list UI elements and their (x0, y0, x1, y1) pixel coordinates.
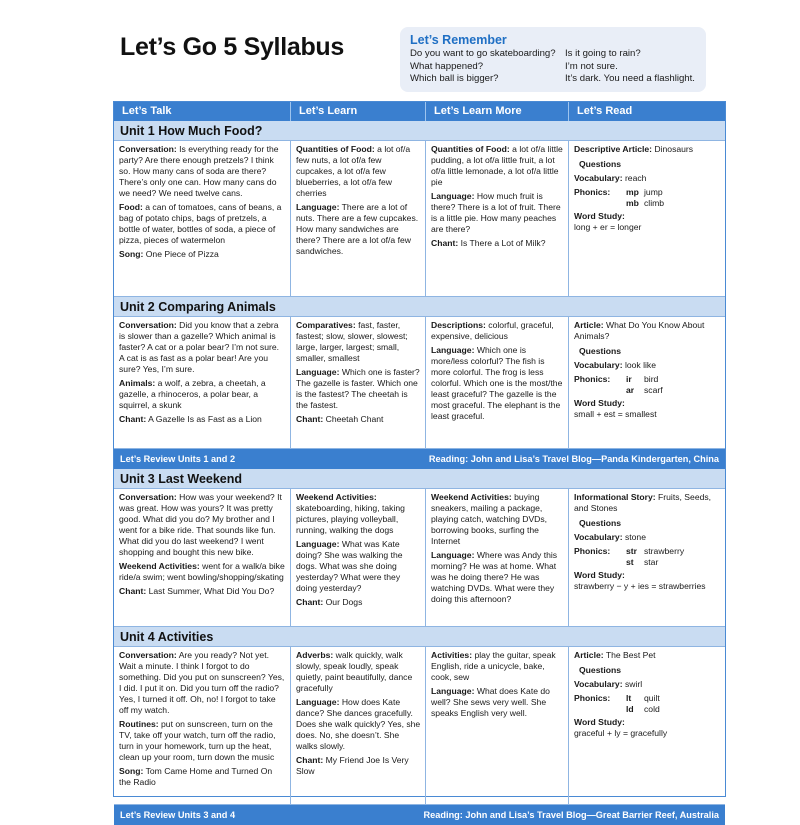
questions-label: Questions (579, 665, 622, 675)
read-text: Dinosaurs (652, 144, 694, 154)
word-study-text: strawberry − y + ies = strawberries (574, 581, 706, 591)
lets-read-cell (569, 647, 725, 804)
content-paragraph (431, 650, 564, 683)
content-label: Chant: (119, 586, 147, 596)
content-label: Weekend Activities: (296, 492, 377, 502)
content-text: a can of tomatoes, cans of beans, a bag of potato chips, bags of pretzels, a bottle of water, bottles of soda, a piece of pizza, pieces of watermelon (119, 202, 282, 245)
content-label: Quantities of Food: (431, 144, 510, 154)
content-text: Is There a Lot of Milk? (458, 238, 546, 248)
content-text: play the guitar, speak English, ride a unicycle, bake, cook, sew (431, 650, 556, 682)
content-text: walk quickly, walk slowly, speak loudly, speak quietly, paint beautifully, dance gracefully (296, 650, 413, 693)
read-text: The Best Pet (603, 650, 656, 660)
content-label: Comparatives: (296, 320, 356, 330)
lets-learn-more-cell (426, 141, 569, 296)
content-paragraph (296, 492, 421, 536)
phonics-block (574, 693, 721, 715)
content-label: Chant: (296, 755, 324, 765)
content-paragraph (119, 766, 286, 788)
content-text: My Friend Joe Is Very Slow (296, 755, 409, 776)
word-study-label: Word Study: (574, 717, 625, 727)
remember-left-column (410, 48, 565, 86)
content-label: Language: (431, 191, 475, 201)
word-study-label: Word Study: (574, 398, 625, 408)
unit-title-row: Unit 1 How Much Food? (114, 121, 725, 141)
content-paragraph (119, 586, 286, 597)
vocabulary-label: Vocabulary: (574, 173, 623, 183)
content-paragraph (119, 719, 286, 763)
phonics-patterns (626, 187, 644, 209)
vocabulary-label: Vocabulary: (574, 679, 623, 689)
review-reading-label: Reading: John and Lisa’s Travel Blog—Panda Kindergarten, China (428, 454, 719, 464)
content-text: There are a lot of nuts. There are a few cupcakes. How many sandwiches are there? There are a lot of/a few sandwiches. (296, 202, 419, 256)
content-text: buying sneakers, mailing a package, playing catch, watching DVDs, borrowing books, surfing the Internet (431, 492, 548, 546)
content-paragraph (119, 561, 286, 583)
vocabulary-label: Vocabulary: (574, 360, 623, 370)
vocabulary-text: look like (622, 360, 656, 370)
content-label: Conversation: (119, 144, 177, 154)
lets-read-cell (569, 489, 725, 626)
phonics-pattern: st (626, 557, 634, 567)
review-row (114, 449, 725, 469)
phonics-patterns (626, 546, 644, 568)
lets-talk-cell (114, 647, 291, 804)
content-label: Chant: (296, 597, 324, 607)
content-paragraph (296, 144, 421, 199)
content-label: Language: (296, 539, 340, 549)
remember-line: It’s dark. You need a flashlight. (565, 73, 695, 84)
phonics-word: scarf (644, 385, 663, 395)
content-paragraph (119, 414, 286, 425)
content-label: Song: (119, 766, 144, 776)
review-reading-label: Reading: John and Lisa’s Travel Blog—Great Barrier Reef, Australia (423, 810, 719, 820)
phonics-block (574, 374, 721, 396)
content-text: What does Kate do well? She sews very well. She speaks English very well. (431, 686, 550, 718)
content-text: Our Dogs (323, 597, 363, 607)
content-text: Cheetah Chant (323, 414, 384, 424)
phonics-pattern: ar (626, 385, 635, 395)
questions-label: Questions (579, 159, 622, 169)
content-text: a lot of/a little pudding, a lot of/a little fruit, a lot of/a little lemonade, a lot of/a little pie (431, 144, 563, 187)
content-label: Language: (431, 345, 475, 355)
content-paragraph (431, 238, 564, 249)
phonics-label: Phonics: (574, 374, 611, 384)
units-body (114, 121, 725, 825)
content-label: Language: (296, 202, 340, 212)
content-label: Animals: (119, 378, 156, 388)
content-paragraph (296, 697, 421, 752)
word-study-label: Word Study: (574, 211, 625, 221)
content-label: Routines: (119, 719, 159, 729)
unit-title-row: Unit 4 Activities (114, 627, 725, 647)
content-paragraph (119, 492, 286, 558)
lets-talk-cell (114, 489, 291, 626)
content-text: Last Summer, What Did You Do? (146, 586, 275, 596)
phonics-label: Phonics: (574, 693, 611, 703)
content-label: Weekend Activities: (119, 561, 200, 571)
content-label: Weekend Activities: (431, 492, 512, 502)
content-label: Song: (119, 249, 144, 259)
content-text: A Gazelle Is as Fast as a Lion (146, 414, 262, 424)
phonics-word: bird (644, 374, 659, 384)
phonics-label: Phonics: (574, 546, 611, 556)
content-paragraph (119, 202, 286, 246)
phonics-patterns (626, 693, 644, 715)
read-label: Article: (574, 650, 604, 660)
content-paragraph (296, 650, 421, 694)
phonics-pattern: ld (626, 704, 634, 714)
header-lets-read: Let’s Read (577, 105, 633, 117)
remember-line: Is it going to rain? (565, 48, 641, 59)
phonics-word: jump (644, 187, 663, 197)
lets-talk-cell (114, 317, 291, 448)
vocabulary-line (574, 532, 721, 543)
content-paragraph (296, 414, 421, 425)
phonics-pattern: ir (626, 374, 632, 384)
content-paragraph (296, 755, 421, 777)
content-paragraph (296, 597, 421, 608)
review-units-label: Let’s Review Units 1 and 2 (120, 454, 236, 464)
remember-line: I’m not sure. (565, 60, 618, 72)
content-paragraph (296, 320, 421, 364)
content-label: Quantities of Food: (296, 144, 375, 154)
table-header-row (114, 102, 725, 121)
phonics-word: cold (644, 704, 660, 714)
unit-content-row (114, 647, 725, 805)
phonics-word: quilt (644, 693, 660, 703)
content-text: Did you know that a zebra is slower than a gazelle? Which animal is faster? A cat or a polar bear? I’m not sure. A cat is as fast as a polar bear! Are you sure? Yes, I’m sure. (119, 320, 280, 374)
vocabulary-text: swirl (622, 679, 643, 689)
word-study-text: small + est = smallest (574, 409, 657, 419)
content-paragraph (119, 650, 286, 716)
phonics-label: Phonics: (574, 187, 611, 197)
remember-line: Do you want to go skateboarding? (410, 48, 556, 59)
content-paragraph (119, 378, 286, 411)
read-text: What Do You Know About Animals? (574, 320, 705, 341)
content-paragraph (431, 492, 564, 547)
phonics-pattern: lt (626, 693, 632, 703)
read-title (574, 144, 721, 155)
remember-line: Which ball is bigger? (410, 73, 499, 84)
lets-learn-more-cell (426, 489, 569, 626)
lets-learn-cell (291, 317, 426, 448)
read-label: Informational Story: (574, 492, 656, 502)
content-text: a wolf, a zebra, a cheetah, a gazelle, a rhinoceros, a polar bear, a squirrel, a skunk (119, 378, 266, 410)
content-text: a lot of/a few nuts, a lot of/a few cupcakes, a lot of/a few blueberries, a lot of/a few cherries (296, 144, 411, 198)
lets-read-cell (569, 141, 725, 296)
read-title (574, 650, 721, 661)
content-text: How does Kate dance? She dances gracefully. Does she walk quickly? Yes, she does. No, she doesn’t. She walks slowly. (296, 697, 421, 751)
phonics-block (574, 546, 721, 568)
content-text: fast, faster, fastest; slow, slower, slowest; large, larger, largest; small, smaller, smallest (296, 320, 408, 363)
lets-remember-box (400, 27, 706, 92)
content-label: Conversation: (119, 492, 177, 502)
syllabus-table (113, 101, 726, 820)
content-label: Language: (296, 697, 340, 707)
content-text: Which one is faster? The gazelle is faster. Which one is the fastest? The cheetah is the fastest. (296, 367, 420, 410)
lets-remember-title: Let’s Remember (410, 33, 507, 47)
content-paragraph (119, 320, 286, 375)
questions-label: Questions (579, 518, 622, 528)
content-label: Descriptions: (431, 320, 486, 330)
lets-talk-cell (114, 141, 291, 296)
phonics-pattern: str (626, 546, 637, 556)
lets-learn-more-cell (426, 647, 569, 804)
read-text: Fruits, Seeds, and Stones (574, 492, 712, 513)
content-label: Conversation: (119, 320, 177, 330)
content-paragraph (431, 345, 564, 422)
content-text: Are you ready? Not yet. Wait a minute. I think I forgot to do something. Did you put on sunscreen? Yes, I did. I put it on. Did you turn off the radio? Yes, I turned it off. Oh, no! I forgot to take off my watch. (119, 650, 285, 715)
content-label: Language: (431, 550, 475, 560)
read-label: Article: (574, 320, 604, 330)
vocabulary-line (574, 679, 721, 690)
content-label: Food: (119, 202, 143, 212)
phonics-patterns (626, 374, 644, 396)
content-paragraph (431, 550, 564, 605)
content-label: Chant: (296, 414, 324, 424)
unit-content-row (114, 141, 725, 297)
content-text: One Piece of Pizza (143, 249, 219, 259)
content-text: went for a walk/a bike ride/a swim; went bowling/shopping/skating (119, 561, 285, 582)
phonics-word: strawberry (644, 546, 685, 556)
phonics-block (574, 187, 721, 209)
review-row (114, 805, 725, 825)
remember-right-column (565, 48, 696, 86)
content-text: What was Kate doing? She was walking the dogs. What was she doing yesterday? What were they doing yesterday? (296, 539, 403, 593)
content-label: Chant: (431, 238, 459, 248)
content-paragraph (431, 686, 564, 719)
header-lets-talk: Let’s Talk (114, 102, 291, 121)
phonics-words (644, 693, 660, 715)
header-lets-learn: Let’s Learn (291, 102, 426, 121)
vocabulary-text: stone (622, 532, 646, 542)
unit-title-row: Unit 2 Comparing Animals (114, 297, 725, 317)
content-label: Conversation: (119, 650, 177, 660)
unit-content-row (114, 317, 725, 449)
content-label: Activities: (431, 650, 473, 660)
header-lets-learn-more: Let’s Learn More (426, 102, 569, 121)
vocabulary-text: reach (622, 173, 647, 183)
content-paragraph (431, 144, 564, 188)
phonics-word: climb (644, 198, 665, 208)
content-label: Chant: (119, 414, 147, 424)
page-title: Let’s Go 5 Syllabus (120, 33, 344, 61)
content-paragraph (296, 202, 421, 257)
content-text: Tom Came Home and Turned On the Radio (119, 766, 273, 787)
questions-label: Questions (579, 346, 622, 356)
read-label: Descriptive Article: (574, 144, 653, 154)
content-label: Adverbs: (296, 650, 334, 660)
read-title (574, 320, 721, 342)
unit-content-row (114, 489, 725, 627)
phonics-pattern: mb (626, 198, 639, 208)
lets-learn-more-cell (426, 317, 569, 448)
remember-line: What happened? (410, 60, 484, 72)
lets-learn-cell (291, 141, 426, 296)
unit-title-row: Unit 3 Last Weekend (114, 469, 725, 489)
word-study-text: graceful + ly = gracefully (574, 728, 668, 738)
content-text: Which one is more/less colorful? The fish is more colorful. The frog is less colorful. Which one is the most/the least graceful? The gazelle is the most graceful. The elephant is the least graceful. (431, 345, 563, 421)
content-paragraph (431, 320, 564, 342)
phonics-words (644, 374, 663, 396)
content-text: put on sunscreen, turn on the TV, take off your watch, turn off the radio, turn in your homework, turn up the heat, clean up your room, turn down the music (119, 719, 276, 762)
content-text: How much fruit is there? There is a lot of fruit. There is a little pie. How many peaches are there? (431, 191, 561, 234)
lets-learn-cell (291, 647, 426, 804)
content-text: How was your weekend? It was great. How was yours? It was pretty good. What did you do? My brother and I went for a bike ride. That sounds like fun. What did you do last weekend? I went shopping and bought this new bike. (119, 492, 282, 557)
content-label: Language: (431, 686, 475, 696)
content-text: Where was Andy this morning? He was at home. What was he doing there? He was watching DVDs. What were they doing this afternoon? (431, 550, 558, 604)
content-paragraph (296, 539, 421, 594)
content-paragraph (119, 144, 286, 199)
phonics-word: star (644, 557, 659, 567)
content-paragraph (296, 367, 421, 411)
read-title (574, 492, 721, 514)
content-paragraph (431, 191, 564, 235)
lets-learn-cell (291, 489, 426, 626)
word-study-label: Word Study: (574, 570, 625, 580)
word-study-text: long + er = longer (574, 222, 642, 232)
content-paragraph (119, 249, 286, 260)
vocabulary-line (574, 360, 721, 371)
content-text: colorful, graceful, expensive, delicious (431, 320, 554, 341)
vocabulary-label: Vocabulary: (574, 532, 623, 542)
content-label: Language: (296, 367, 340, 377)
phonics-words (644, 546, 684, 568)
phonics-pattern: mp (626, 187, 639, 197)
content-text: skateboarding, hiking, taking pictures, playing volleyball, running, walking the dogs (296, 503, 405, 535)
phonics-words (644, 187, 664, 209)
vocabulary-line (574, 173, 721, 184)
lets-read-cell (569, 317, 725, 448)
review-units-label: Let’s Review Units 3 and 4 (120, 810, 236, 820)
content-text: Is everything ready for the party? Are there enough pretzels? I think so. How many cans of soda are there? There’s only one can. How many cans do we need? We need twelve cans. (119, 144, 279, 198)
